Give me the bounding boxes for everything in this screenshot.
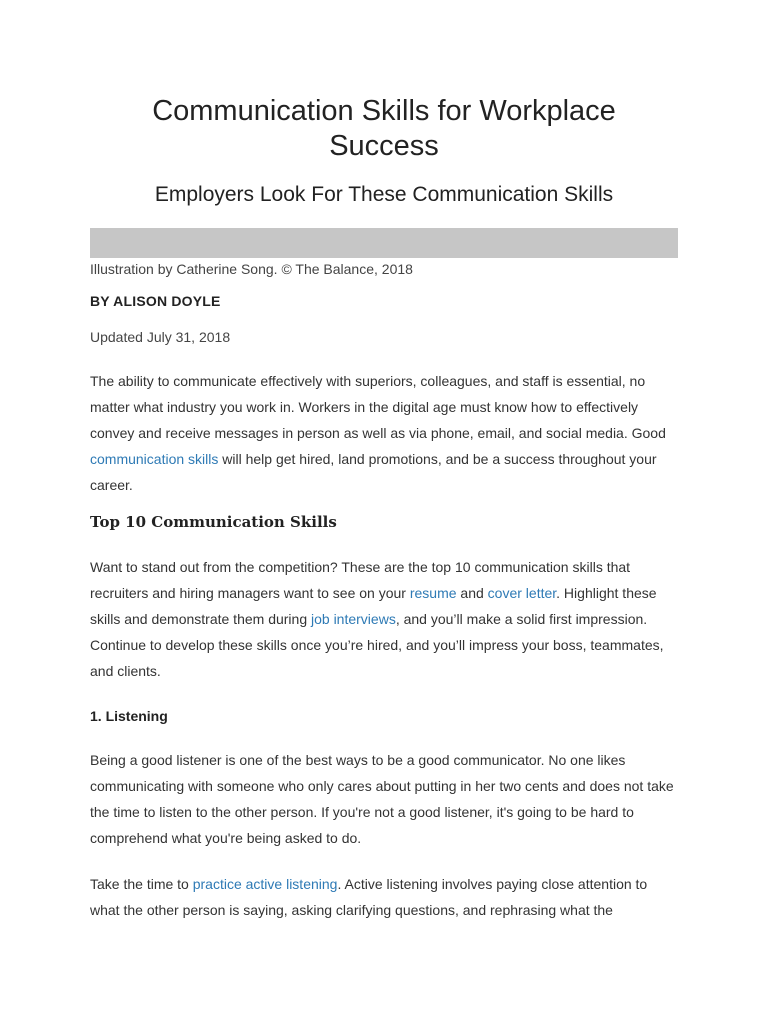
- updated-date: Updated July 31, 2018: [90, 329, 231, 345]
- top-skills-text-d: , and you’ll make a solid first impression. Continue to develop these skills once you’re hired, and you’ll impress your boss, teammates, and clients.: [90, 611, 664, 679]
- active-listening-text-a: Take the time to: [90, 876, 193, 892]
- article-title-line-2: Success: [329, 130, 439, 162]
- listening-paragraph: Being a good listener is one of the best ways to be a good communicator. No one likes communicating with someone who only cares about putting in her two cents and does not take the time to listen to the other person. If you're not a good listener, it's going to be hard to comprehend what you're being asked to do.: [90, 752, 674, 846]
- article-title: [90, 94, 678, 164]
- intro-text-b: will help get hired, land promotions, and be a success throughout your career.: [90, 451, 657, 493]
- image-caption: Illustration by Catherine Song. © The Balance, 2018: [90, 261, 413, 277]
- author-byline: BY ALISON DOYLE: [90, 293, 221, 309]
- active-listening-paragraph: [90, 871, 678, 923]
- resume-link[interactable]: resume: [409, 585, 457, 601]
- active-listening-text-b: . Active listening involves paying close attention to what the other person is saying, asking clarifying questions, and rephrasing what the: [90, 876, 648, 918]
- practice-active-listening-link[interactable]: practice active listening: [192, 876, 338, 892]
- article-subtitle: Employers Look For These Communication Skills: [154, 183, 614, 206]
- article-title-line-1: Communication Skills for Workplace: [152, 95, 616, 127]
- communication-skills-link[interactable]: communication skills: [90, 451, 219, 467]
- top-skills-text-b: and: [456, 585, 488, 601]
- article-image-placeholder: [90, 228, 678, 258]
- cover-letter-link[interactable]: cover letter: [487, 585, 557, 601]
- intro-text-a: The ability to communicate effectively with superiors, colleagues, and staff is essential, no matter what industry you work in. Workers in the digital age must know how to effectively convey and receive messages in person as well as via phone, email, and social media. Good: [90, 373, 666, 441]
- listening-heading: 1. Listening: [90, 708, 168, 724]
- top-skills-paragraph: [90, 554, 678, 684]
- section-heading: Top 10 Communication Skills: [90, 513, 337, 531]
- top-skills-text-c: . Highlight these skills and demonstrate them during: [90, 585, 657, 627]
- job-interviews-link[interactable]: job interviews: [311, 611, 396, 627]
- top-skills-text-a: Want to stand out from the competition? These are the top 10 communication skills that recruiters and hiring managers want to see on your: [90, 559, 631, 601]
- intro-paragraph: [90, 368, 678, 498]
